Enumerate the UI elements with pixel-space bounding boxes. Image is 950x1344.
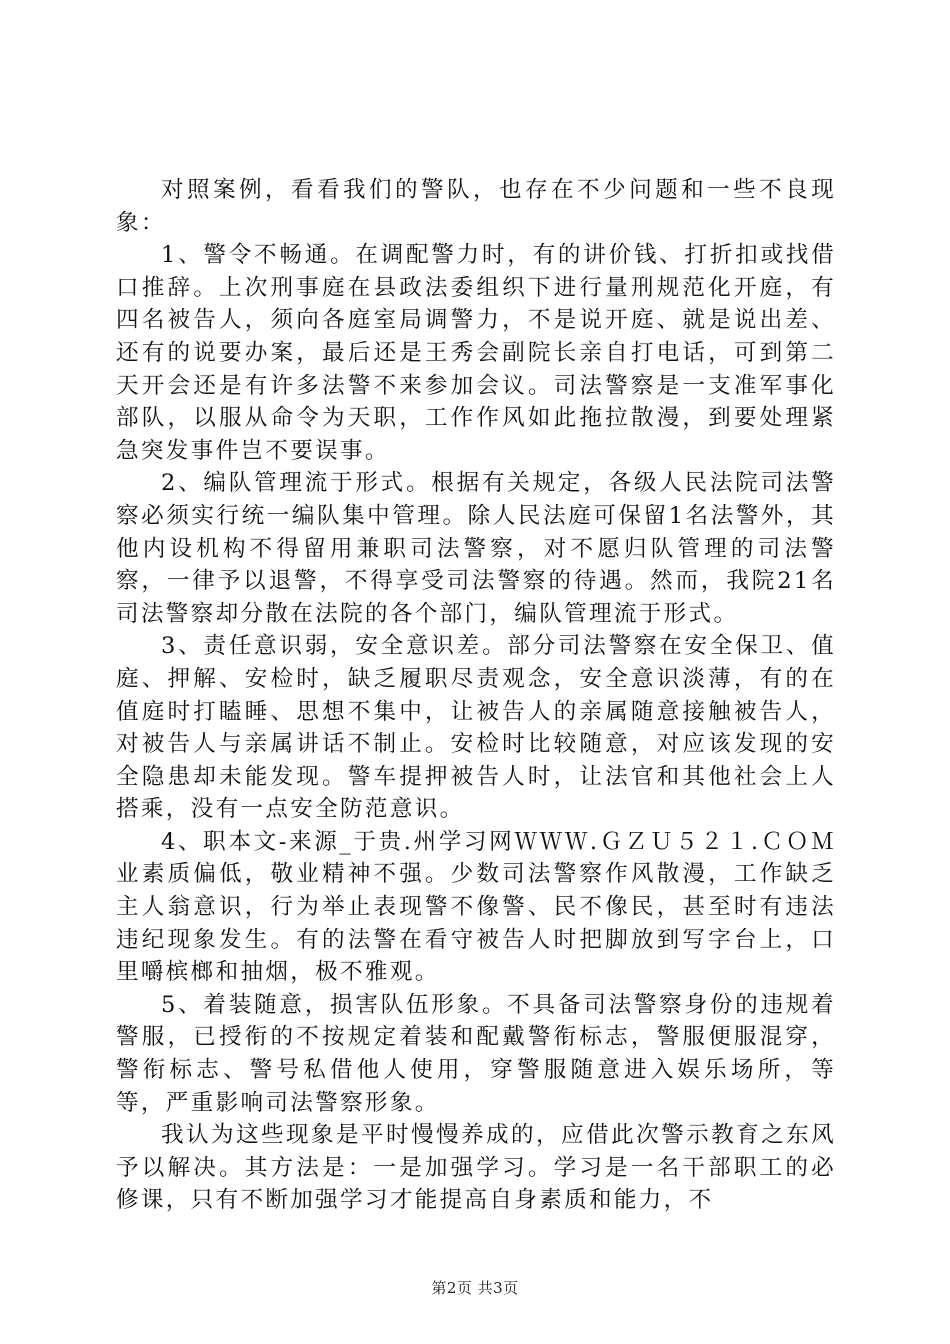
paragraph-item-3: 3、责任意识弱，安全意识差。部分司法警察在安全保卫、值庭、押解、安检时，缺乏履职尽责观念，安全意识淡薄，有的在值庭时打瞌睡、思想不集中，让被告人的亲属随意接触被告人，对被告人与亲属讲话不制止。安检时比较随意，对应该发现的安全隐患却未能发现。警车提押被告人时，让法官和其他社会上人搭乘，没有一点安全防范意识。 bbox=[116, 633, 836, 823]
paragraph-item-1: 1、警令不畅通。在调配警力时，有的讲价钱、打折扣或找借口推辞。上次刑事庭在县政法委组织下进行量刑规范化开庭，有四名被告人，须向各庭室局调警力，不是说开庭、就是说出差、还有的说要办案，最后还是王秀会副院长亲自打电话，可到第二天开会还是有许多法警不来参加会议。司法警察是一支准军事化部队，以服从命令为天职，工作作风如此拖拉散漫，到要处理紧急突发事件岂不要误事。 bbox=[116, 242, 836, 464]
paragraph-item-5: 5、着装随意，损害队伍形象。不具备司法警察身份的违规着警服，已授衔的不按规定着装和配戴警衔标志，警服便服混穿，警衔标志、警号私借他人使用，穿警服随意进入娱乐场所，等等，严重影响司法警察形象。 bbox=[116, 991, 836, 1116]
document-body bbox=[116, 174, 836, 1217]
paragraph-item-2: 2、编队管理流于形式。根据有关规定，各级人民法院司法警察必须实行统一编队集中管理。除人民法庭可保留1名法警外，其他内设机构不得留用兼职司法警察，对不愿归队管理的司法警察，一律予以退警，不得享受司法警察的待遇。然而，我院21名司法警察却分散在法院的各个部门，编队管理流于形式。 bbox=[116, 470, 836, 627]
paragraph-conclusion: 我认为这些现象是平时慢慢养成的，应借此次警示教育之东风予以解决。其方法是：一是加强学习。学习是一名干部职工的必修课，只有不断加强学习才能提高自身素质和能力，不 bbox=[116, 1122, 836, 1214]
paragraph-item-4: 4、职本文-来源_于贵.州学习网ＷＷＷ.ＧＺＵ５２１.ＣＯＭ业素质偏低，敬业精神不强。少数司法警察作风散漫，工作缺乏主人翁意识，行为举止表现警不像警、民不像民，甚至时有违法违纪现象发生。有的法警在看守被告人时把脚放到写字台上，口里嚼槟榔和抽烟，极不雅观。 bbox=[116, 828, 836, 986]
paragraph-intro: 对照案例，看看我们的警队，也存在不少问题和一些不良现象： bbox=[116, 177, 836, 236]
page-number-footer: 第2页 共3页 bbox=[431, 1279, 519, 1297]
